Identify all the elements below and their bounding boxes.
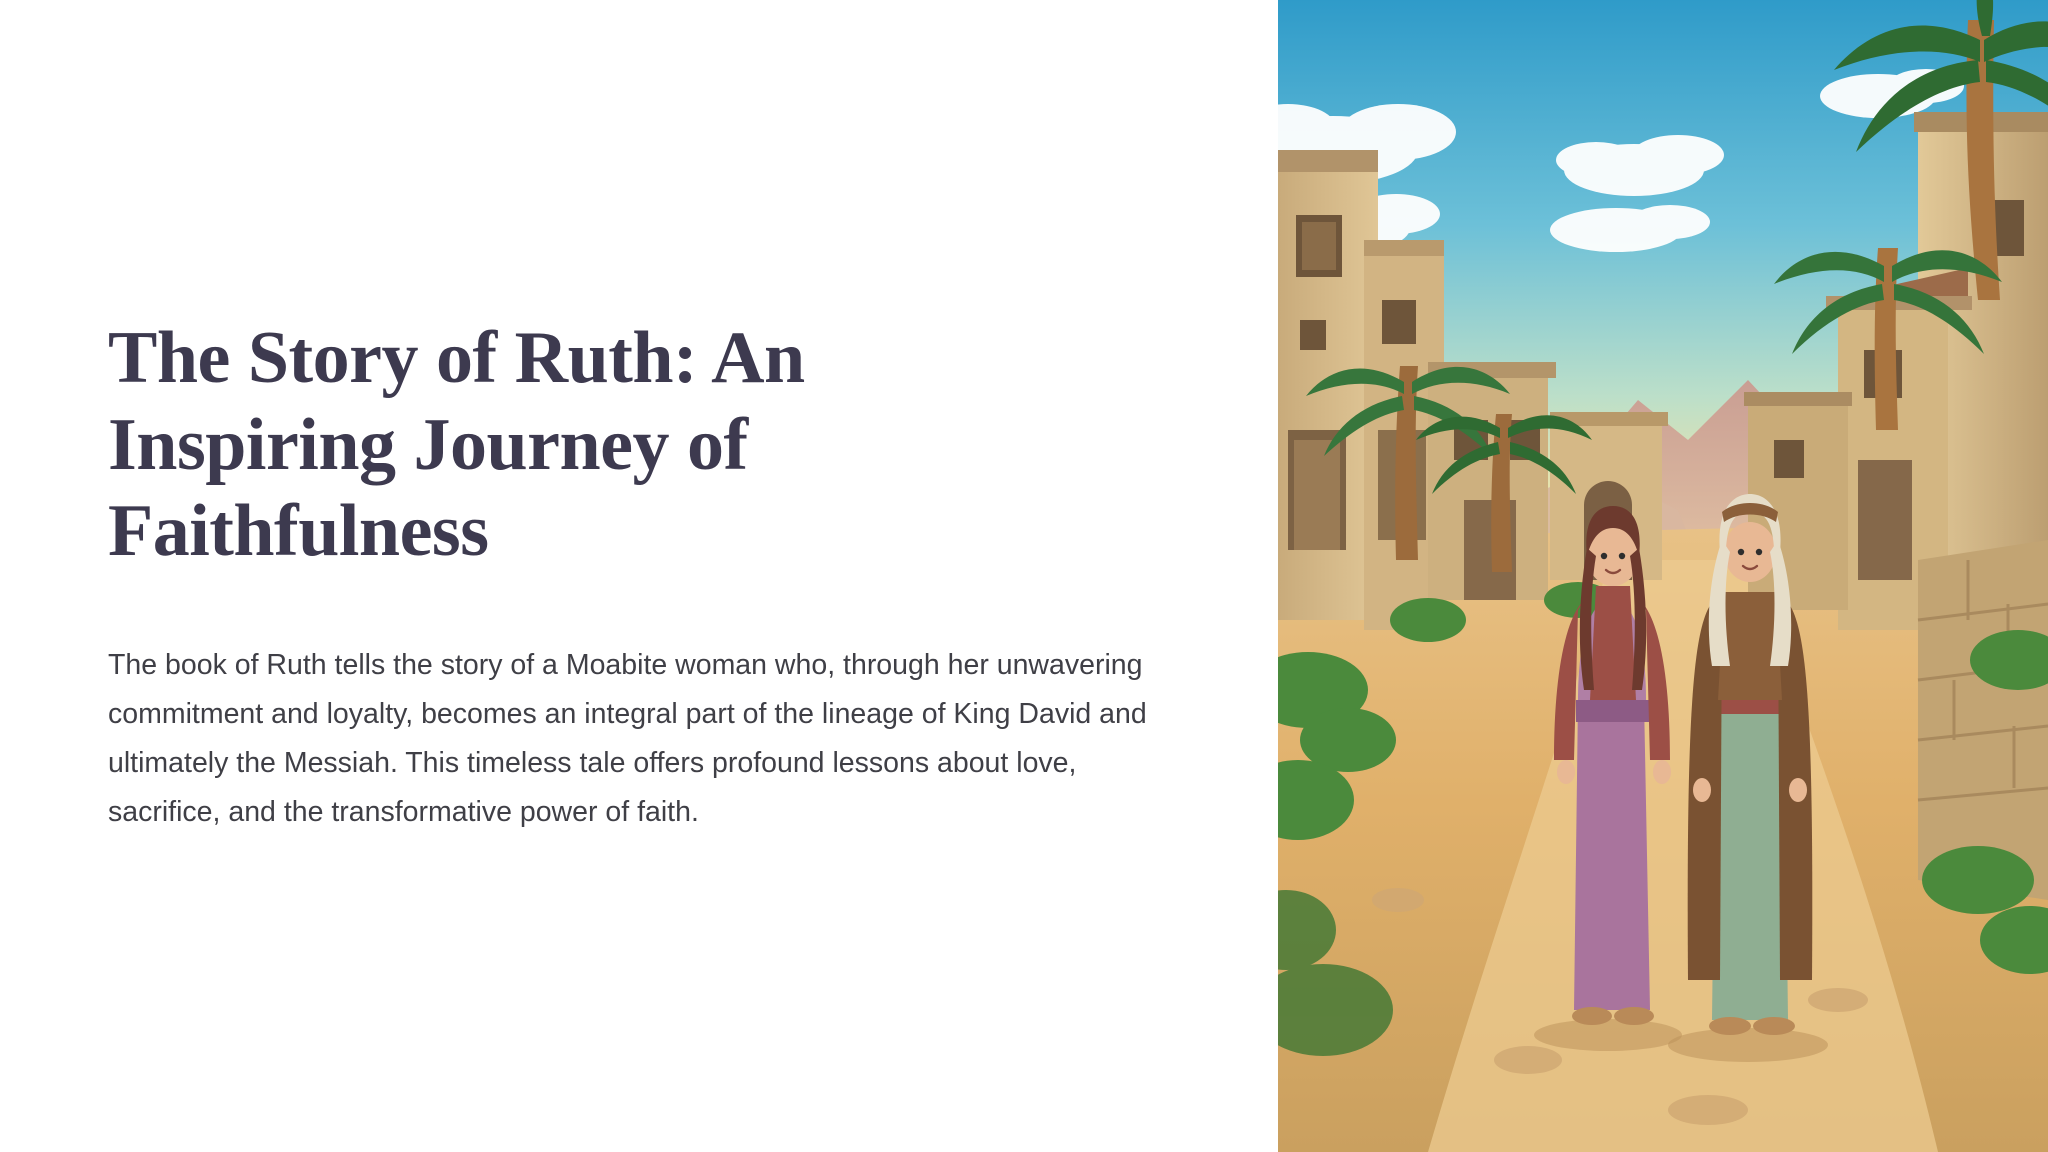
- image-pane: [1278, 0, 2048, 1152]
- page-title: The Story of Ruth: An Inspiring Journey of Faithfulness: [108, 317, 805, 573]
- ruth-and-boaz-village-illustration: [1278, 0, 2048, 1152]
- body-paragraph: The book of Ruth tells the story of a Moabite woman who, through her unwavering commitment and loyalty, becomes an integral part of the lineage of King David and ultimately the Messiah. This timeless tale offers profound lessons about love, sacrifice, and the transformative power of faith.: [108, 648, 1147, 828]
